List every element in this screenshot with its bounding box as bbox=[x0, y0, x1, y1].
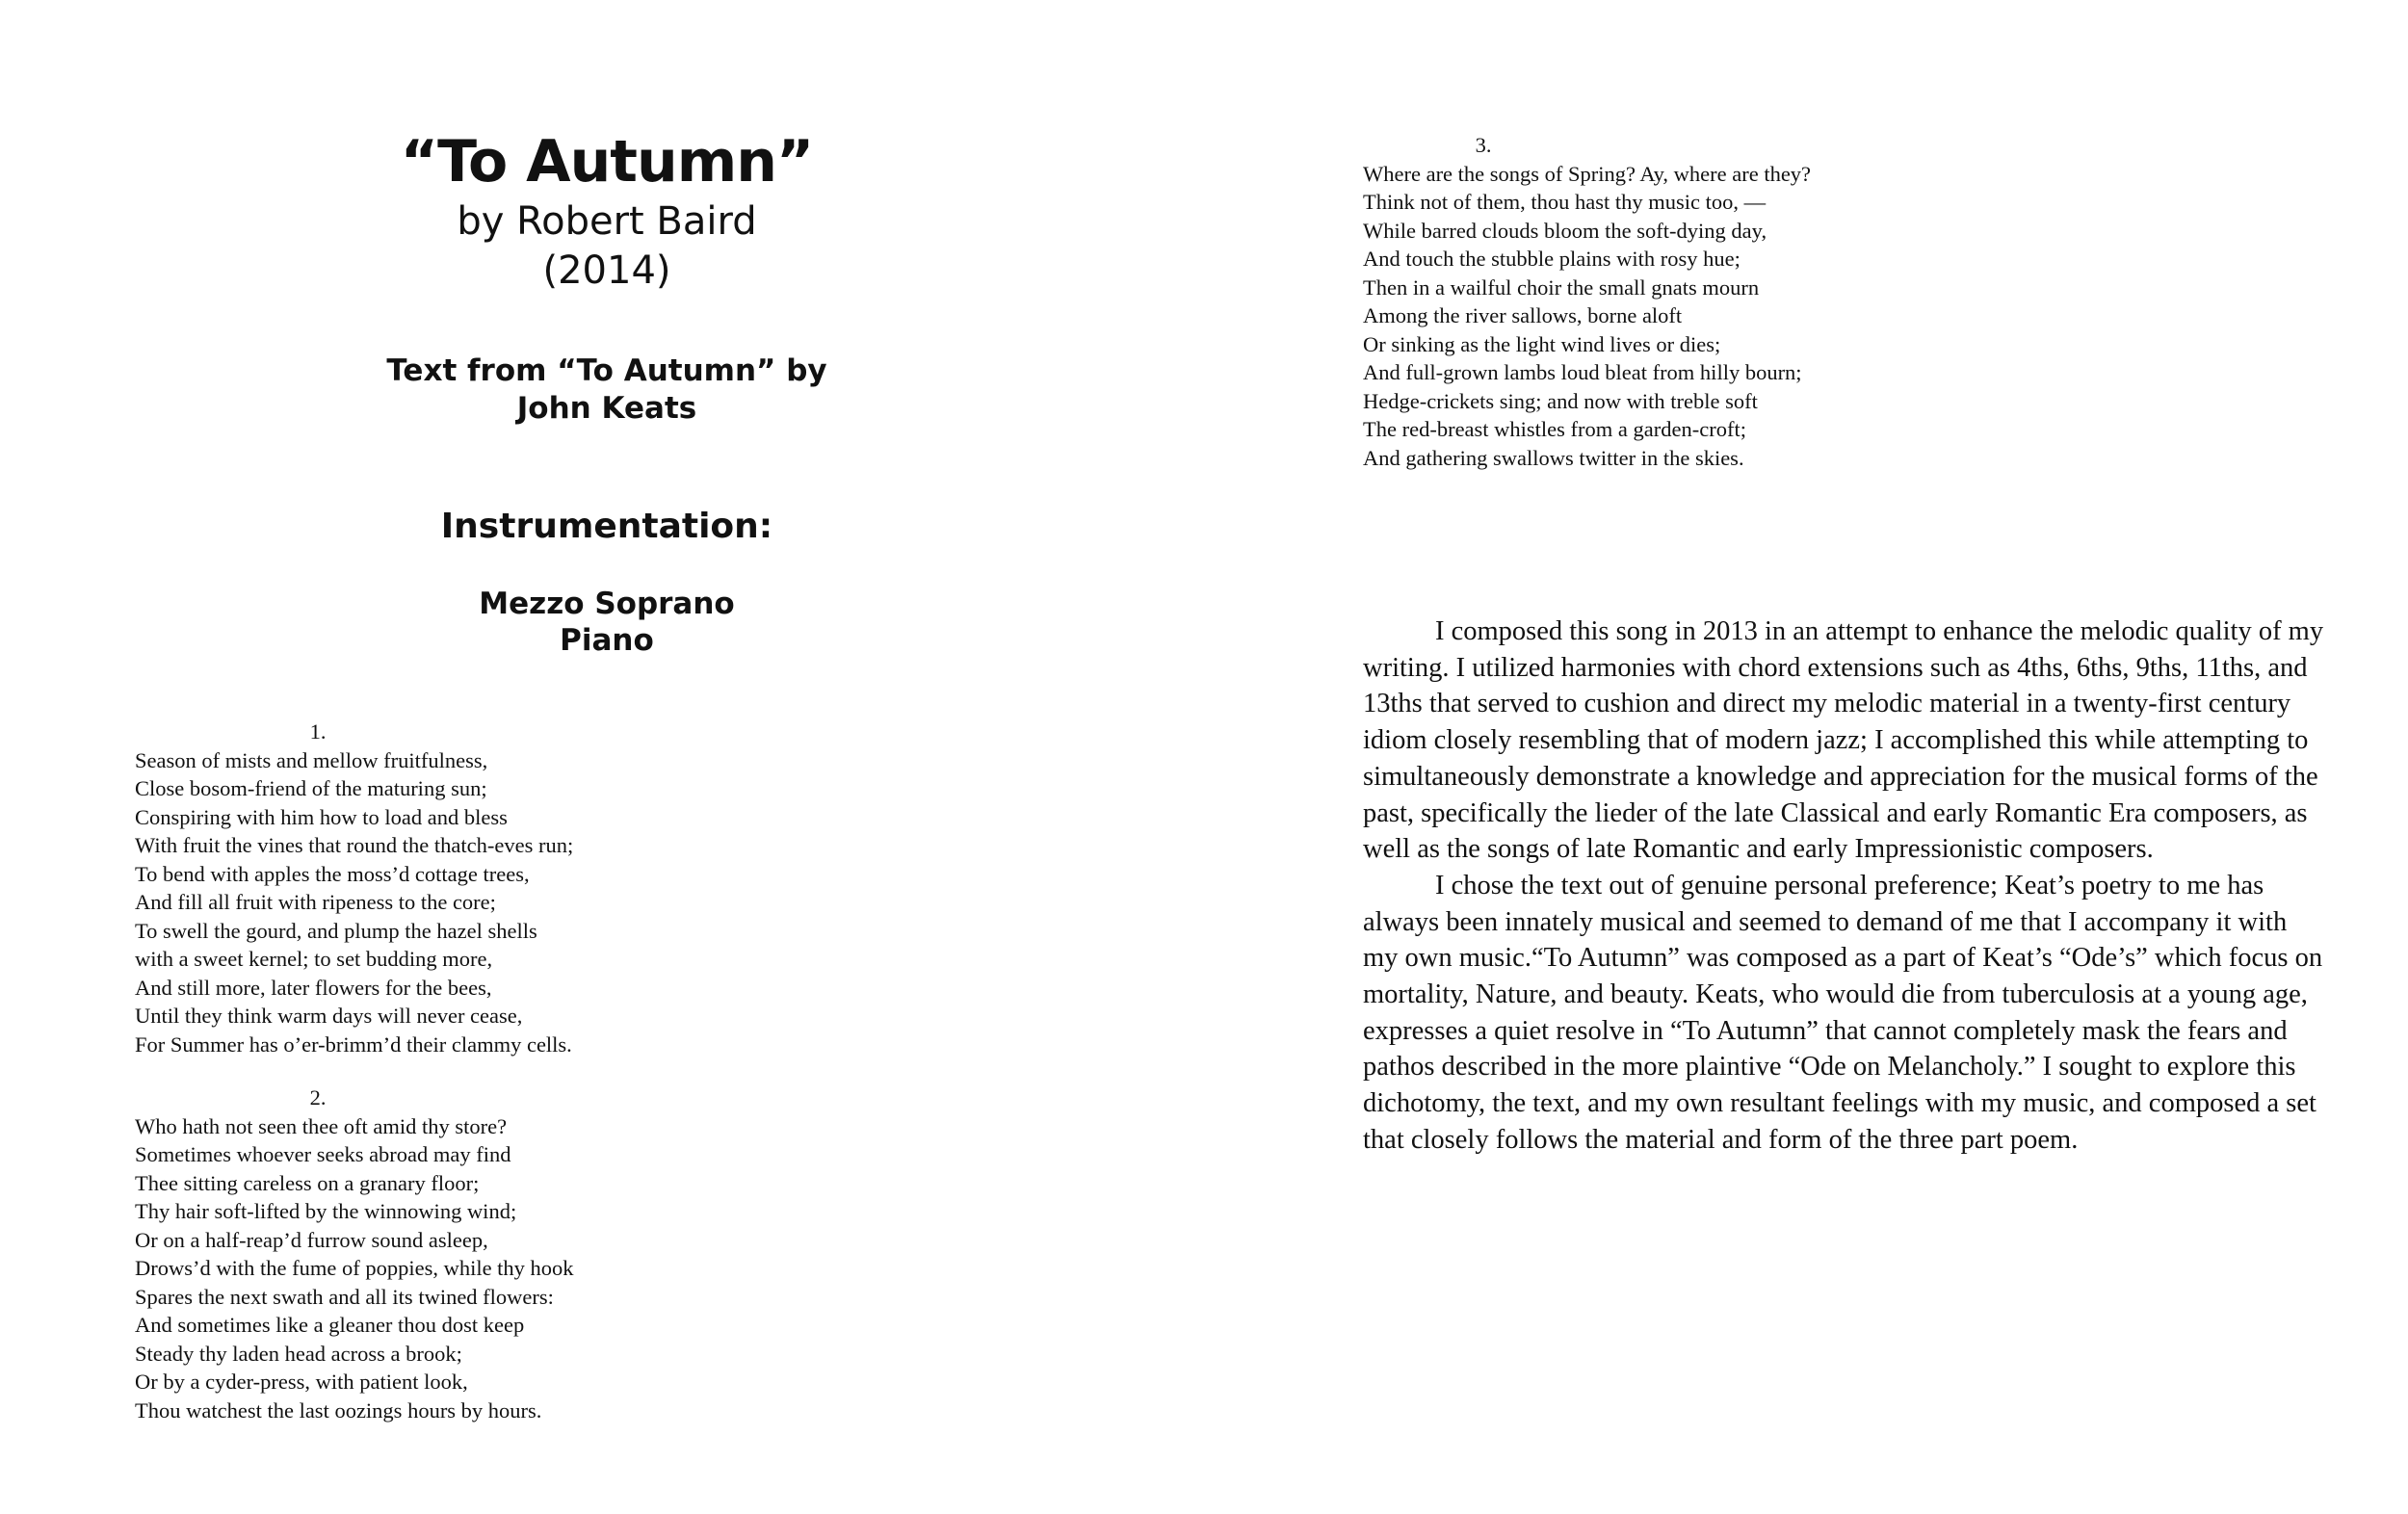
composer-byline: by Robert Baird bbox=[457, 199, 757, 244]
poem-line: For Summer has o’er-brimm’d their clammy cells. bbox=[135, 1031, 572, 1057]
poem-line: Spares the next swath and all its twined flowers: bbox=[135, 1284, 554, 1309]
instrumentation-list bbox=[270, 586, 944, 659]
poem-line: To bend with apples the moss’d cottage trees, bbox=[135, 861, 530, 886]
poem-line: Drows’d with the fume of poppies, while thy hook bbox=[135, 1256, 574, 1280]
right-page bbox=[1204, 0, 2408, 1514]
poem-line: The red-breast whistles from a garden-croft; bbox=[1363, 417, 1746, 441]
stanza-number: 2. bbox=[309, 1085, 327, 1109]
poem-line: Thy hair soft-lifted by the winnowing wind; bbox=[135, 1199, 517, 1223]
program-note bbox=[1363, 613, 2326, 1159]
poem-line: And full-grown lambs loud bleat from hilly bourn; bbox=[1363, 360, 1802, 384]
poem-line: Hedge-crickets sing; and now with treble soft bbox=[1363, 388, 1758, 413]
poem-line: Thee sitting careless on a granary floor; bbox=[135, 1170, 480, 1195]
poem-line: Think not of them, thou hast thy music too, — bbox=[1363, 190, 1767, 214]
poem-line: Among the river sallows, borne aloft bbox=[1363, 303, 1683, 327]
stanza-3 bbox=[1363, 131, 2037, 472]
program-note-paragraph: I chose the text out of genuine personal preference; Keat’s poetry to me has always been innately musical and seemed to demand of me that I accompany it with my own music.“To Autumn” was composed as a part of Keat’s “Ode’s” which focus on mortality, Nature, and beauty. Keats, who would die from tuberculosis at a young age, expresses a quiet resolve in “To Autumn” that cannot completely mask the fears and pathos described in the more plaintive “Ode on Melancholy.” I sought to explore this dichotomy, the text, and my own resultant feelings with my music, and composed a set that closely follows the material and form of the three part poem. bbox=[1363, 870, 2323, 1155]
program-note-paragraph: I composed this song in 2013 in an attempt to enhance the melodic quality of my writing. I utilized harmonies with chord extensions such as 4ths, 6ths, 9ths, 11ths, and 13ths that served to cushion and direct my melodic material in a twenty-first century idiom closely resembling that of modern jazz; I accomplished this while attempting to simultaneously demonstrate a knowledge and appreciation for the musical forms of the past, specifically the lieder of the late Classical and early Romantic Era composers, as well as the songs of late Romantic and early Impressionistic composers. bbox=[1363, 616, 2324, 865]
poem-line: Who hath not seen thee oft amid thy store? bbox=[135, 1113, 508, 1138]
poem-line: Or by a cyder-press, with patient look, bbox=[135, 1370, 468, 1394]
poem-line: Until they think warm days will never cease, bbox=[135, 1004, 523, 1028]
poem-line: Steady thy laden head across a brook; bbox=[135, 1341, 462, 1366]
poem-line: While barred clouds bloom the soft-dying day, bbox=[1363, 218, 1767, 243]
poem-line: And gathering swallows twitter in the skies. bbox=[1363, 445, 1744, 470]
stanza-2 bbox=[135, 1083, 809, 1424]
poem-line: with a sweet kernel; to set budding more, bbox=[135, 947, 493, 971]
poem-line: With fruit the vines that round the thatch-eves run; bbox=[135, 833, 574, 857]
song-title: “To Autumn” bbox=[400, 128, 814, 196]
poem-line: To swell the gourd, and plump the hazel shells bbox=[135, 918, 537, 943]
stanza-1 bbox=[135, 718, 809, 1058]
instrument-voice: Mezzo Soprano bbox=[479, 587, 735, 621]
instrument-piano: Piano bbox=[560, 623, 654, 658]
stanza-number: 3. bbox=[1475, 133, 1492, 157]
poem-line: Where are the songs of Spring? Ay, where are they? bbox=[1363, 161, 1812, 186]
stanza-number: 1. bbox=[309, 719, 327, 744]
poem-line: Or on a half-reap’d furrow sound asleep, bbox=[135, 1227, 488, 1252]
composition-year: (2014) bbox=[542, 248, 671, 293]
poem-line: And touch the stubble plains with rosy hue; bbox=[1363, 247, 1741, 271]
poem-line: Conspiring with him how to load and bless bbox=[135, 804, 508, 829]
text-credit-author: John Keats bbox=[516, 391, 697, 426]
poem-line: Then in a wailful choir the small gnats mourn bbox=[1363, 274, 1760, 300]
poem-line: And still more, later flowers for the bees, bbox=[135, 975, 492, 1000]
poem-line: Or sinking as the light wind lives or dies; bbox=[1363, 331, 1721, 356]
poem-line: And sometimes like a gleaner thou dost keep bbox=[135, 1313, 525, 1337]
text-credit bbox=[270, 352, 944, 428]
poem-line: Thou watchest the last oozings hours by hours. bbox=[135, 1397, 542, 1423]
instrumentation-heading: Instrumentation: bbox=[440, 507, 773, 546]
text-credit-line: Text from “To Autumn” by bbox=[386, 353, 827, 388]
poem-line: And fill all fruit with ripeness to the core; bbox=[135, 890, 496, 914]
poem-line: Sometimes whoever seeks abroad may find bbox=[135, 1142, 511, 1166]
poem-line: Close bosom-friend of the maturing sun; bbox=[135, 776, 487, 800]
poem-line: Season of mists and mellow fruitfulness, bbox=[135, 747, 488, 772]
